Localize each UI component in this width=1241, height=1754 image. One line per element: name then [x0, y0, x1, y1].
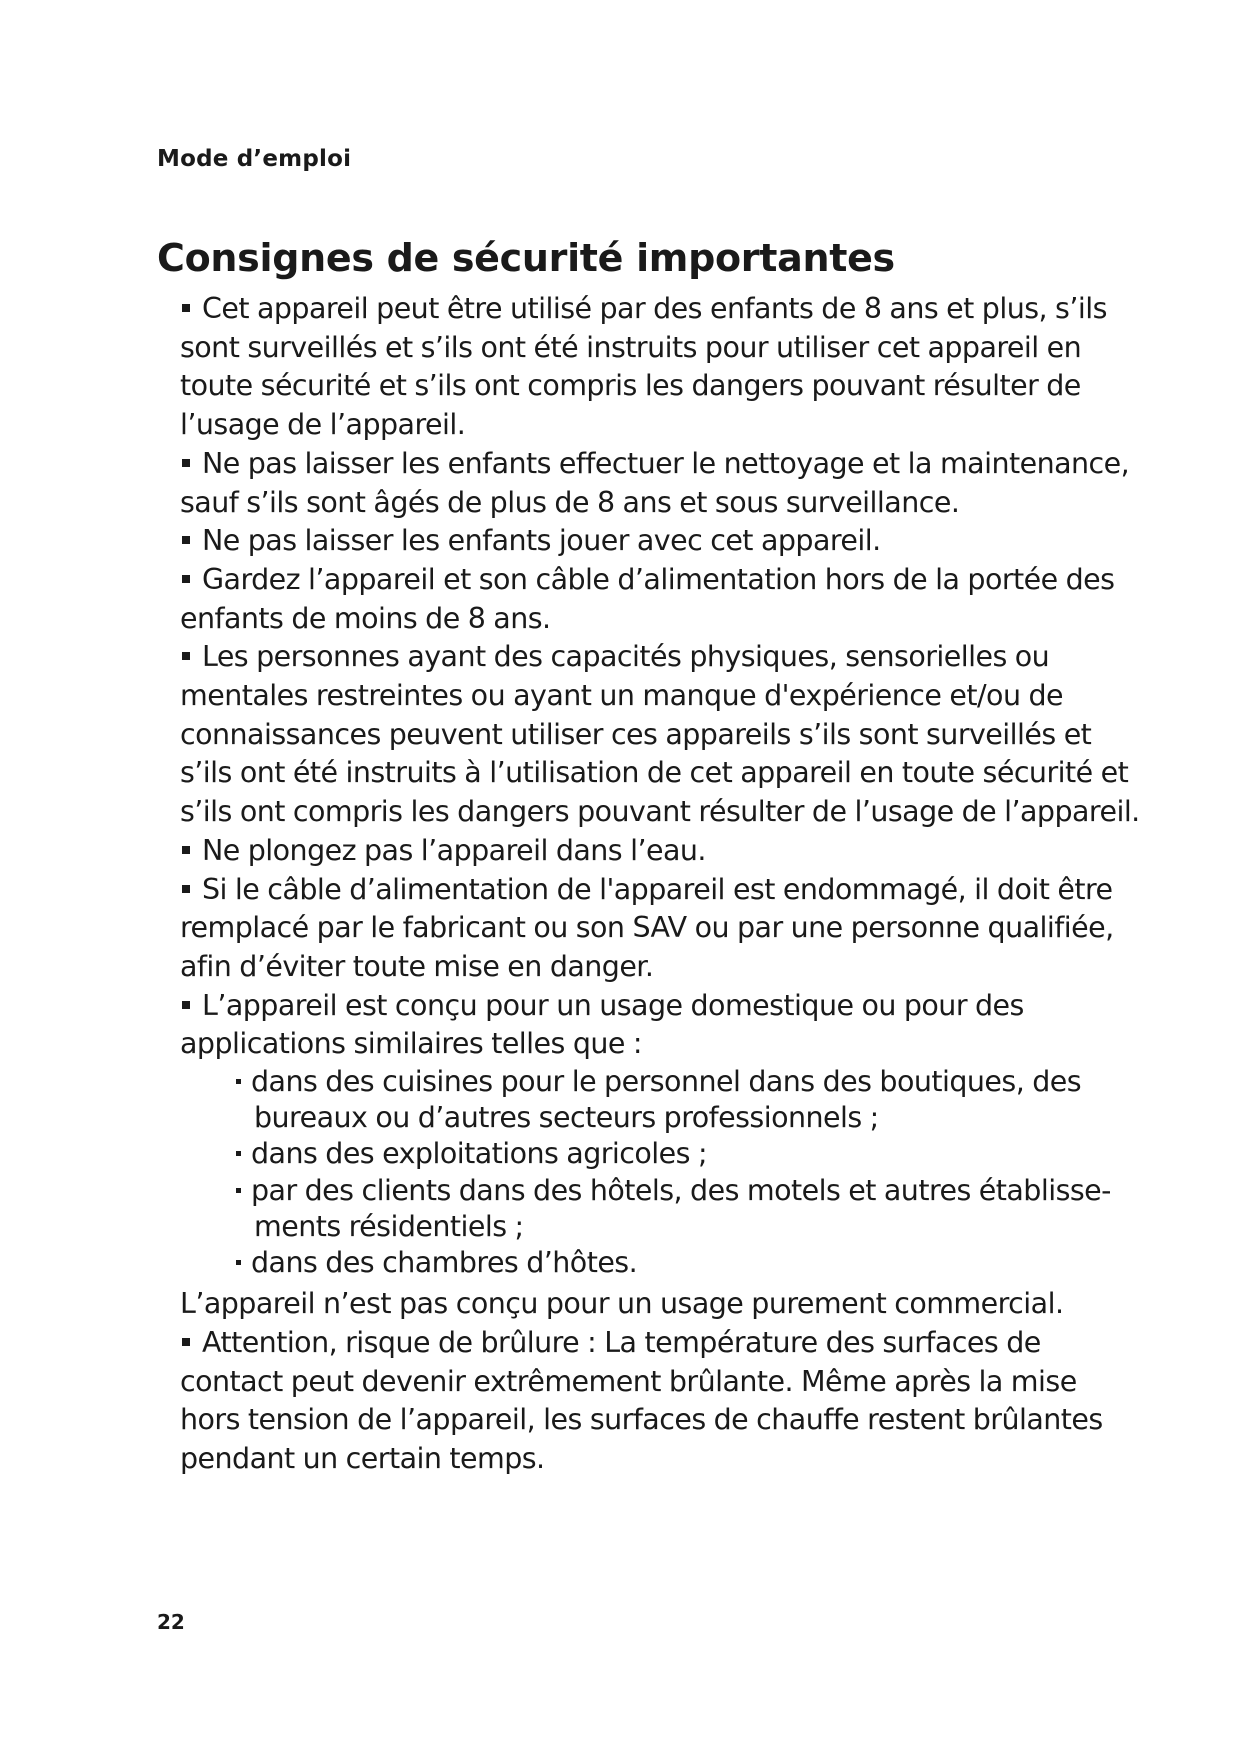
safety-item-4: Gardez l’appareil et son câble d’alimentation hors de la portée des enfants de moins de 8 ans.: [180, 562, 1115, 635]
bullet-dot-icon: [236, 1151, 241, 1156]
section-title: Consignes de sécurité importantes: [157, 236, 895, 280]
usage-subitem-2: dans des exploitations agricoles ;: [180, 1136, 1140, 1172]
usage-subitem-3: par des clients dans des hôtels, des motels et autres établisse-ments résidentiels ;: [180, 1173, 1140, 1245]
bullet-dot-icon: [236, 1188, 241, 1193]
safety-item-5: Les personnes ayant des capacités physiques, sensorielles ou mentales restreintes ou ayant un manque d'expérience et/ou de connaissances peuvent utiliser ces appareils s’ils sont surveillés et s’ils ont été instruits à l’utilisation de cet appareil en toute sécurité et s’ils ont compris les dangers pouvant résulter de l’usage de l’appareil.: [180, 640, 1140, 829]
bullet-square-icon: [182, 1001, 190, 1009]
bullet-dot-icon: [236, 1079, 241, 1084]
safety-item-2: Ne pas laisser les enfants effectuer le nettoyage et la maintenance, sauf s’ils sont âgés de plus de 8 ans et sous surveillance.: [180, 446, 1130, 519]
running-header: Mode d’emploi: [157, 146, 352, 172]
safety-item-3: Ne pas laisser les enfants jouer avec cet appareil.: [180, 522, 1140, 561]
bullet-square-icon: [182, 459, 190, 467]
safety-item-6: Ne plongez pas l’appareil dans l’eau.: [180, 832, 1140, 871]
commercial-use-note: L’appareil n’est pas conçu pour un usage purement commercial.: [180, 1287, 1064, 1321]
usage-sublist: [180, 1064, 1140, 1281]
bullet-dot-icon: [236, 1260, 241, 1265]
safety-item-8: L’appareil est conçu pour un usage domestique ou pour des applications similaires telles que :: [180, 988, 1024, 1061]
bullet-square-icon: [182, 1338, 190, 1346]
usage-subitem-4: dans des chambres d’hôtes.: [180, 1245, 1140, 1281]
bullet-square-icon: [182, 652, 190, 660]
bullet-square-icon: [182, 846, 190, 854]
safety-item-burn-warning: Attention, risque de brûlure : La température des surfaces de contact peut devenir extrêmement brûlante. Même après la mise hors tension de l’appareil, les surfaces de chauffe restent brûlantes pendant un certain temps.: [180, 1325, 1103, 1476]
safety-instructions: [180, 290, 1140, 1479]
safety-item-1: Cet appareil peut être utilisé par des enfants de 8 ans et plus, s’ils sont surveillés et s’ils ont été instruits pour utiliser cet appareil en toute sécurité et s’ils ont compris les dangers pouvant résulter de l’usage de l’appareil.: [180, 292, 1107, 442]
bullet-square-icon: [182, 885, 190, 893]
safety-item-7: Si le câble d’alimentation de l'appareil est endommagé, il doit être remplacé par le fabricant ou son SAV ou par une personne qualifiée, afin d’éviter toute mise en danger.: [180, 872, 1114, 983]
bullet-square-icon: [182, 575, 190, 583]
usage-subitem-1: dans des cuisines pour le personnel dans des boutiques, des bureaux ou d’autres secteurs professionnels ;: [180, 1064, 1140, 1136]
bullet-square-icon: [182, 536, 190, 544]
bullet-square-icon: [182, 304, 190, 312]
page-number: 22: [157, 1610, 185, 1634]
